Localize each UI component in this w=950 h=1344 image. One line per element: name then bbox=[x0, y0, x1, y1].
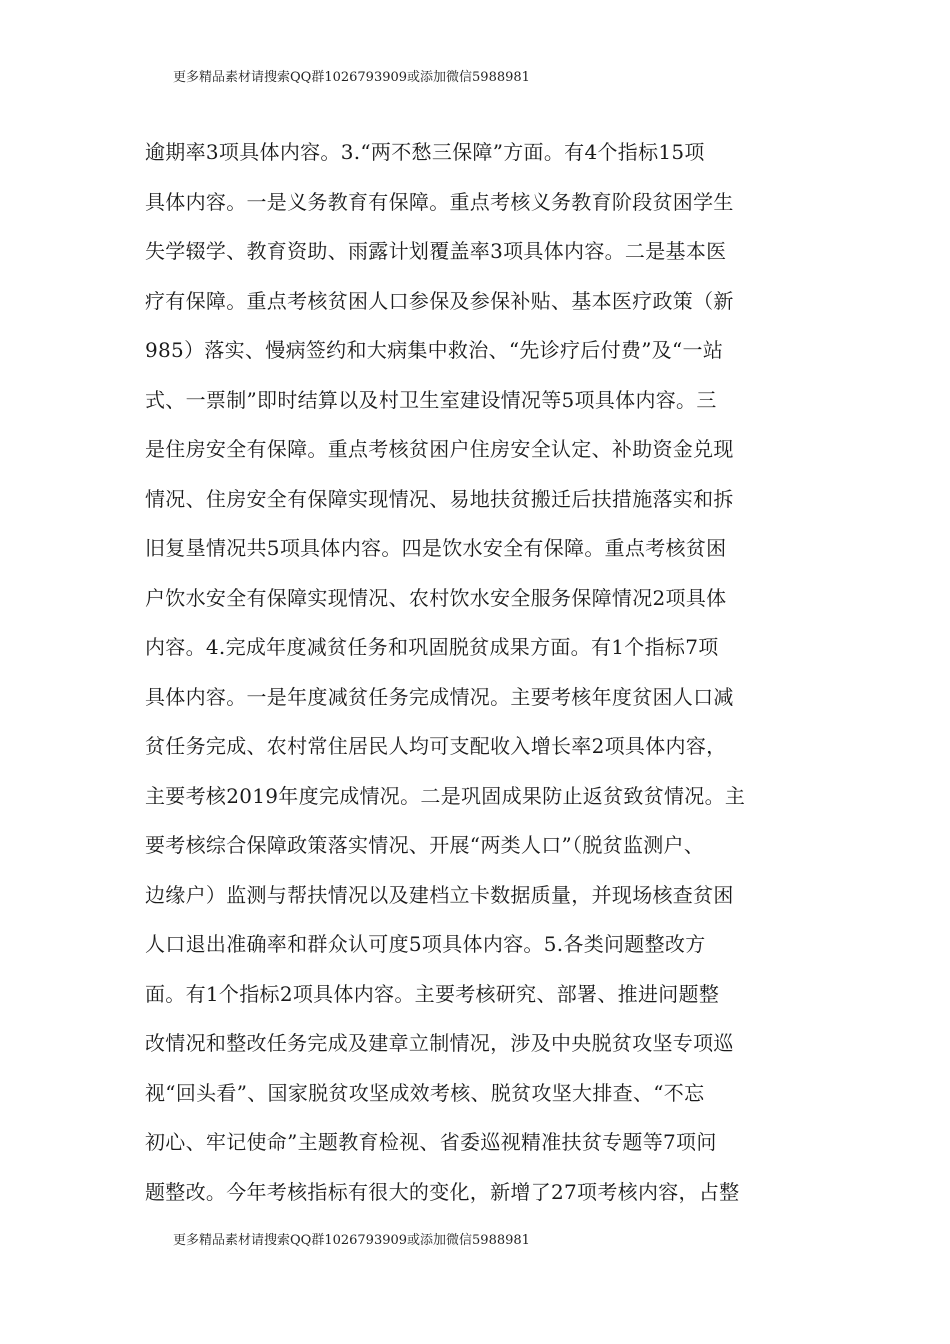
text-line: 具体内容。一是义务教育有保障。重点考核义务教育阶段贫困学生 bbox=[145, 189, 734, 214]
text-line: 要考核综合保障政策落实情况、开展“两类人口”（脱贫监测户、 bbox=[145, 833, 705, 857]
text-line: 情况、住房安全有保障实现情况、易地扶贫搬迁后扶措施落实和拆 bbox=[145, 486, 734, 511]
text-line: 面。有1个指标2项具体内容。主要考核研究、部署、推进问题整 bbox=[145, 981, 720, 1006]
text-line: 人口退出准确率和群众认可度5项具体内容。5.各类问题整改方 bbox=[145, 932, 706, 956]
text-line: 视“回头看”、国家脱贫攻坚成效考核、脱贫攻坚大排查、“不忘 bbox=[145, 1080, 705, 1105]
text-line: 主要考核2019年度完成情况。二是巩固成果防止返贫致贫情况。主 bbox=[145, 783, 746, 808]
text-line: 疗有保障。重点考核贫困人口参保及参保补贴、基本医疗政策（新 bbox=[145, 288, 734, 313]
text-line: 贫任务完成、农村常住居民人均可支配收入增长率2项具体内容， bbox=[145, 734, 727, 758]
text-line: 改情况和整改任务完成及建章立制情况，涉及中央脱贫攻坚专项巡 bbox=[145, 1031, 734, 1055]
text-line: 题整改。今年考核指标有很大的变化，新增了27项考核内容，占整 bbox=[145, 1179, 740, 1204]
text-line: 户饮水安全有保障实现情况、农村饮水安全服务保障情况2项具体 bbox=[145, 585, 727, 610]
page-footer: 更多精品素材请搜索QQ群1026793909或添加微信5988981 bbox=[173, 1233, 530, 1248]
page-header: 更多精品素材请搜索QQ群1026793909或添加微信5988981 bbox=[173, 70, 530, 85]
text-line: 逾期率3项具体内容。3.“两不愁三保障”方面。有4个指标15项 bbox=[145, 140, 705, 164]
text-line: 内容。4.完成年度减贫任务和巩固脱贫成果方面。有1个指标7项 bbox=[145, 635, 719, 659]
text-line: 失学辍学、教育资助、雨露计划覆盖率3项具体内容。二是基本医 bbox=[145, 239, 727, 263]
text-line: 初心、牢记使命”主题教育检视、省委巡视精准扶贫专题等7项问 bbox=[145, 1130, 717, 1154]
body-text bbox=[145, 132, 810, 1221]
text-line: 边缘户）监测与帮扶情况以及建档立卡数据质量，并现场核查贫困 bbox=[145, 882, 734, 907]
text-line: 旧复垦情况共5项具体内容。四是饮水安全有保障。重点考核贫困 bbox=[145, 536, 727, 560]
text-line: 式、一票制”即时结算以及村卫生室建设情况等5项具体内容。三 bbox=[145, 387, 717, 412]
text-line: 985）落实、慢病签约和大病集中救治、“先诊疗后付费”及“一站 bbox=[145, 338, 724, 362]
text-line: 是住房安全有保障。重点考核贫困户住房安全认定、补助资金兑现 bbox=[145, 437, 734, 461]
text-line: 具体内容。一是年度减贫任务完成情况。主要考核年度贫困人口减 bbox=[145, 684, 734, 709]
